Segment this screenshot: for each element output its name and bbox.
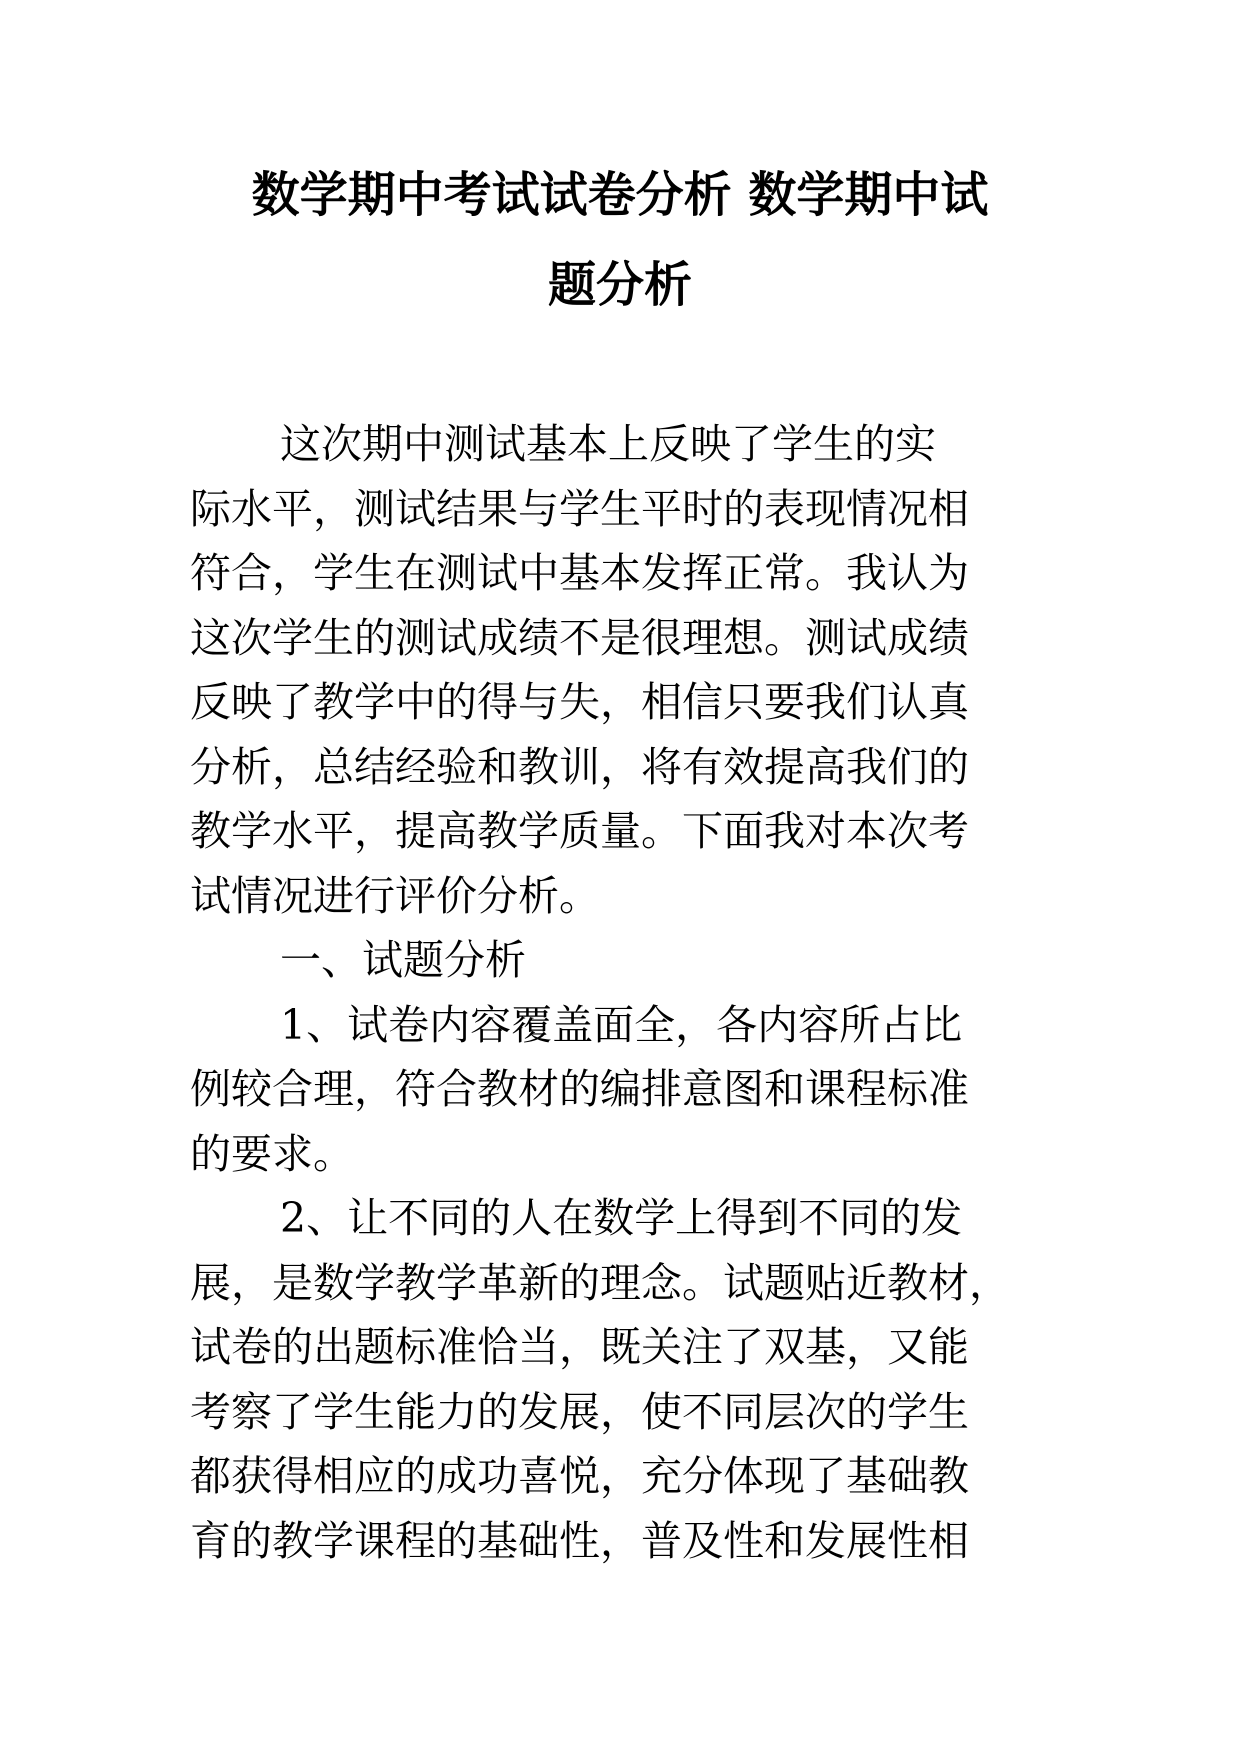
paragraph-line: 反映了教学中的得与失，相信只要我们认真 (190, 678, 969, 726)
paragraph-line: 2、让不同的人在数学上得到不同的发 (280, 1194, 963, 1242)
paragraph-line: 这次学生的测试成绩不是很理想。测试成绩 (190, 613, 969, 662)
paragraph-line: 的要求。 (190, 1129, 354, 1178)
paragraph-line: 例较合理，符合教材的编排意图和课程标准 (190, 1065, 969, 1113)
paragraph-line: 符合，学生在测试中基本发挥正常。我认为 (190, 549, 969, 597)
paragraph-line: 1、试卷内容覆盖面全，各内容所占比 (280, 1000, 963, 1049)
title-line: 题分析 (547, 257, 692, 313)
paragraph-line: 教学水平，提高教学质量。下面我对本次考 (190, 807, 969, 855)
section-heading: 一、试题分析 (280, 936, 526, 984)
document-body (190, 412, 1060, 1573)
paragraph-line: 这次期中测试基本上反映了学生的实 (280, 420, 936, 468)
paragraph-line: 考察了学生能力的发展，使不同层次的学生 (190, 1387, 969, 1436)
paragraph-line: 际水平，测试结果与学生平时的表现情况相 (190, 484, 969, 533)
document-title (150, 150, 1090, 330)
paragraph-line: 展，是数学教学革新的理念。试题贴近教材， (190, 1258, 1010, 1307)
paragraph-line: 育的教学课程的基础性，普及性和发展性相 (190, 1516, 969, 1565)
paragraph-line: 试卷的出题标准恰当，既关注了双基，又能 (190, 1323, 969, 1371)
paragraph-line: 试情况进行评价分析。 (190, 871, 600, 920)
paragraph-line: 分析，总结经验和教训，将有效提高我们的 (190, 742, 969, 791)
title-line: 数学期中考试试卷分析 数学期中试 (251, 167, 989, 223)
paragraph-line: 都获得相应的成功喜悦，充分体现了基础教 (190, 1452, 969, 1500)
